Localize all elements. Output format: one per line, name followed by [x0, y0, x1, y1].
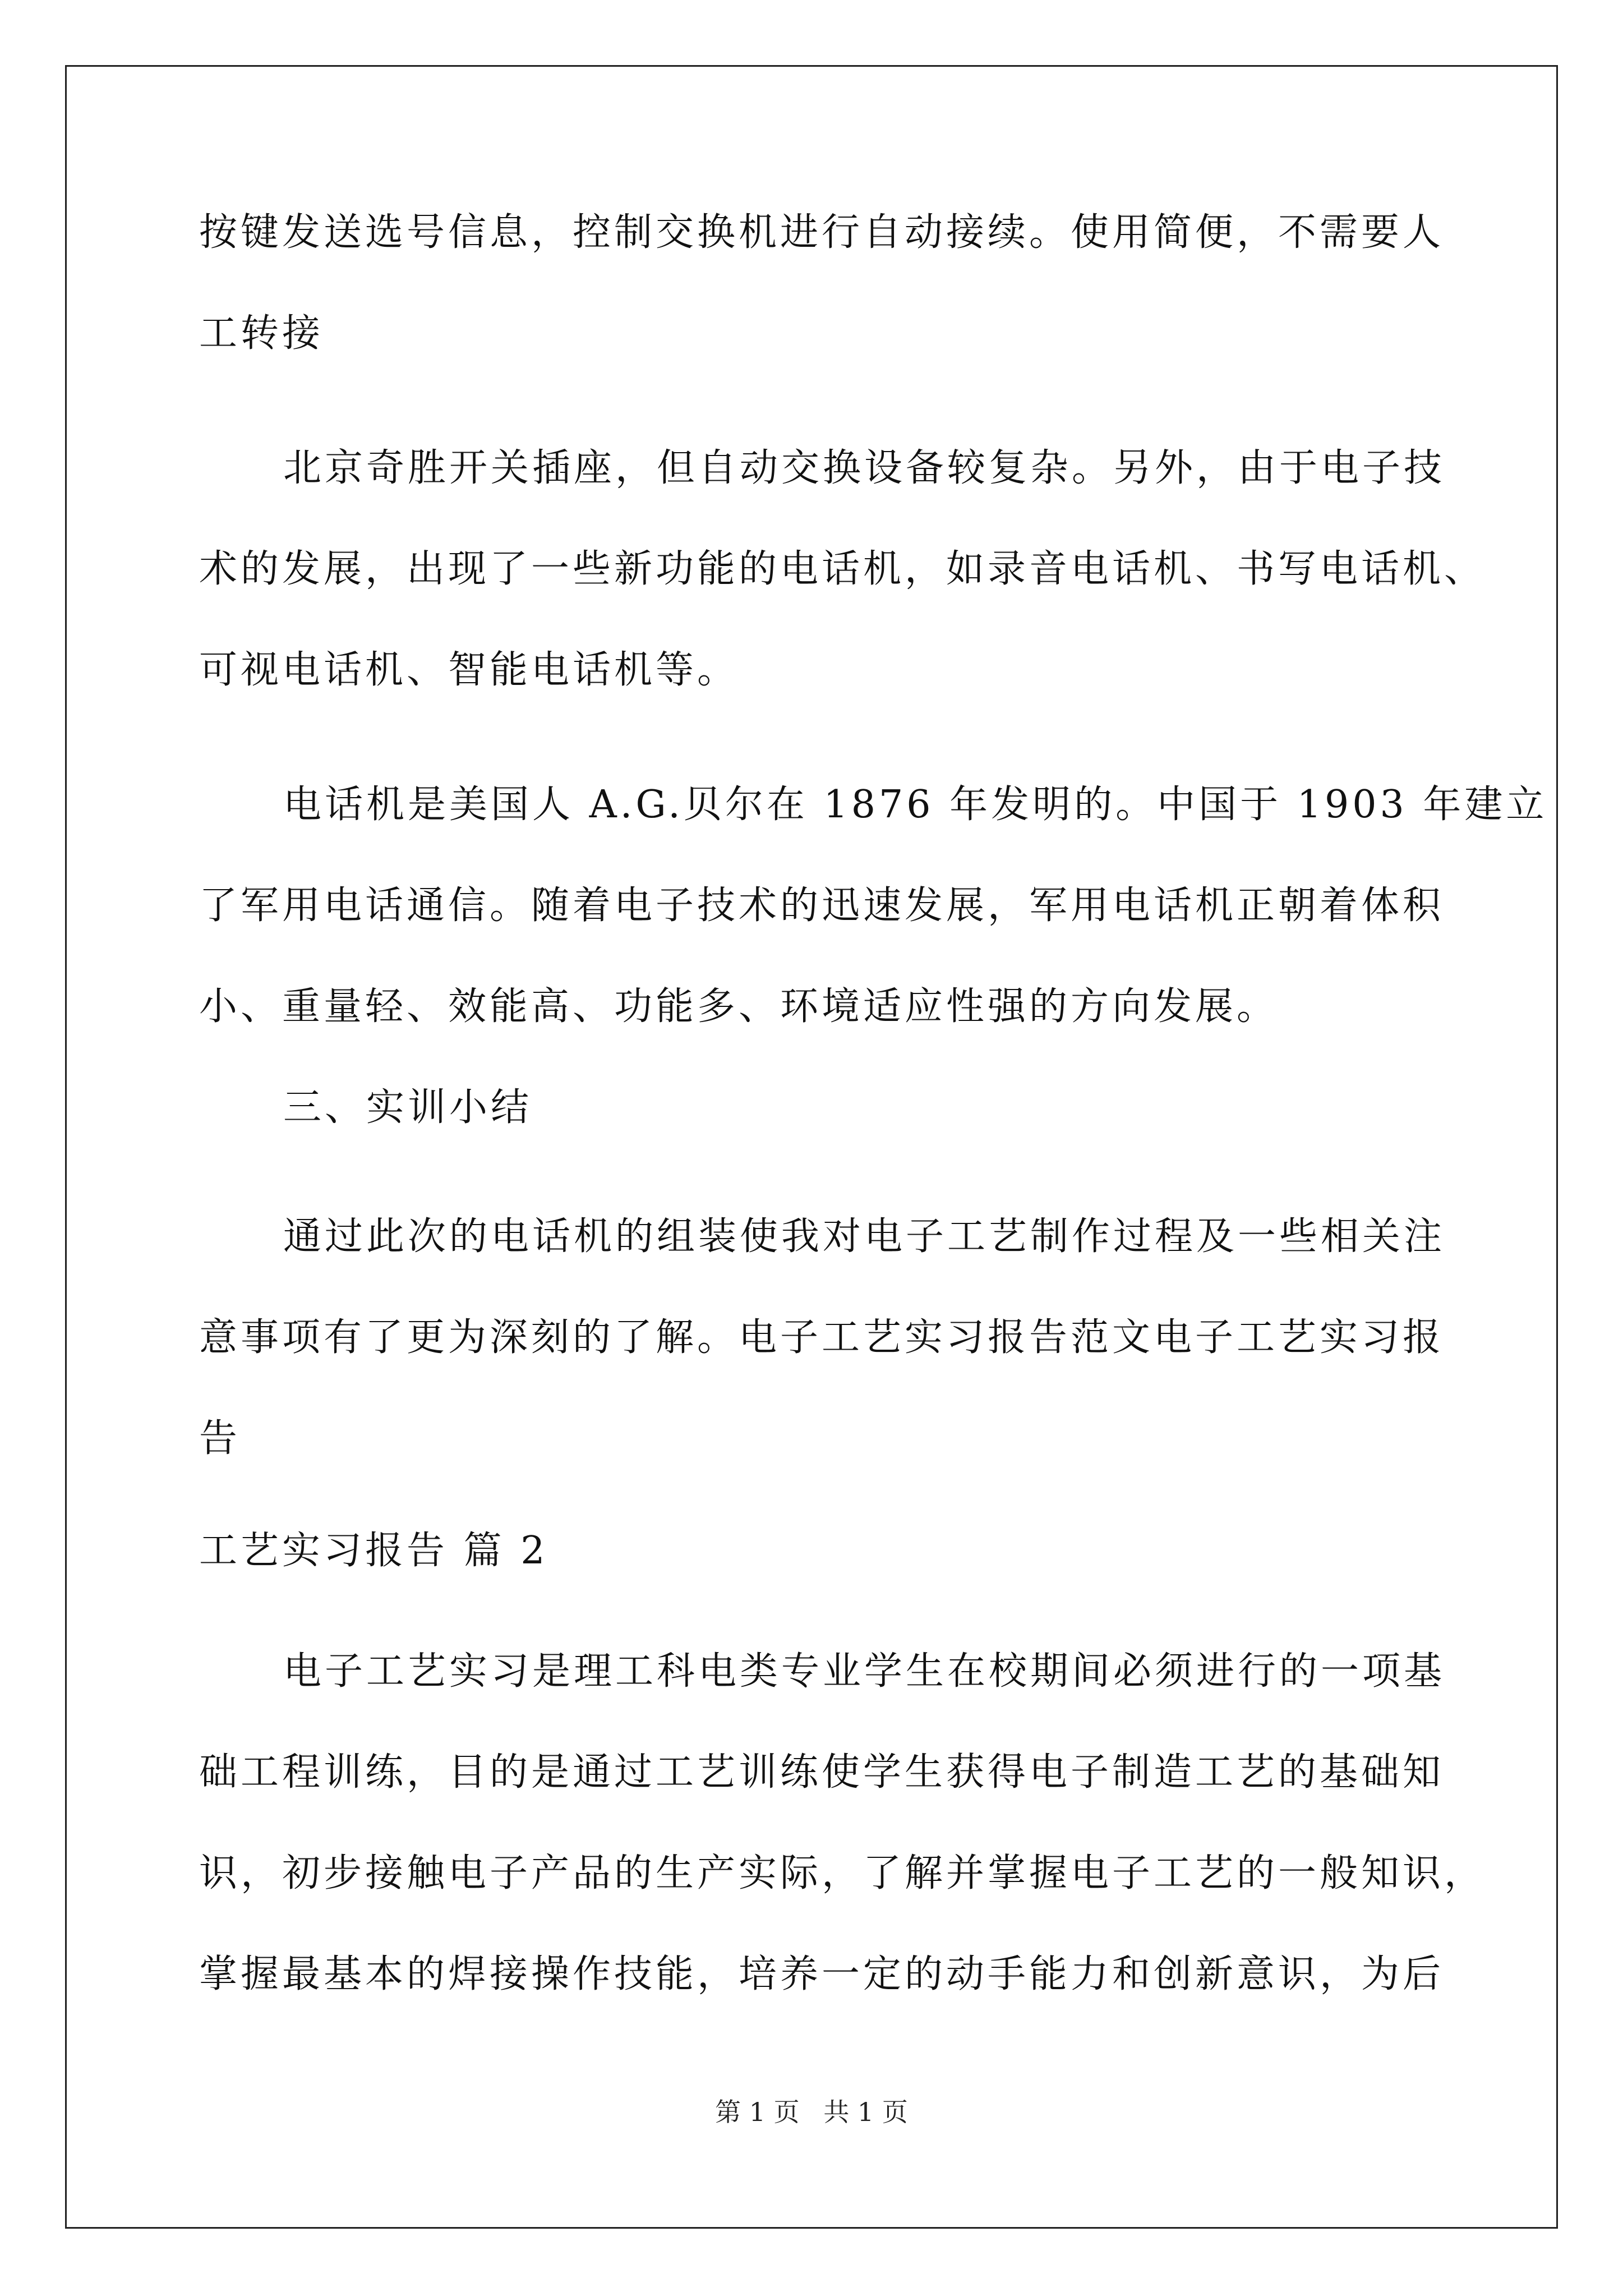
text-line: 电话机是美国人 A.G.贝尔在 1876 年发明的。中国于 1903 年建立 [283, 783, 1548, 827]
text-line: 通过此次的电话机的组装使我对电子工艺制作过程及一些相关注 [283, 1214, 1446, 1259]
text-line: 础工程训练，目的是通过工艺训练使学生获得电子制造工艺的基础知 [199, 1750, 1445, 1795]
text-line: 告 [199, 1416, 241, 1461]
page-count: 共 1 页 [823, 2097, 908, 2127]
article-heading: 工艺实习报告 篇 2 [199, 1529, 548, 1573]
text-line: 术的发展，出现了一些新功能的电话机，如录音电话机、书写电话机、 [199, 547, 1486, 591]
page-number: 第 1 页 [715, 2097, 800, 2127]
text-line: 可视电话机、智能电话机等。 [199, 648, 739, 692]
text-line: 北京奇胜开关插座，但自动交换设备较复杂。另外，由于电子技 [283, 446, 1446, 490]
text-line: 掌握最基本的焊接操作技能，培养一定的动手能力和创新意识，为后 [199, 1952, 1445, 1996]
text-line: 工转接 [199, 311, 324, 356]
section-heading: 三、实训小结 [283, 1085, 533, 1130]
text-line: 按键发送选号信息，控制交换机进行自动接续。使用简便，不需要人 [199, 210, 1445, 255]
text-line: 意事项有了更为深刻的了解。电子工艺实习报告范文电子工艺实习报 [199, 1315, 1445, 1360]
page-border [65, 65, 1558, 2229]
text-line: 识，初步接触电子产品的生产实际，了解并掌握电子工艺的一般知识， [199, 1851, 1486, 1895]
text-line: 了军用电话通信。随着电子技术的迅速发展，军用电话机正朝着体积 [199, 884, 1445, 928]
text-line: 电子工艺实习是理工科电类专业学生在校期间必须进行的一项基 [283, 1649, 1446, 1694]
text-line: 小、重量轻、效能高、功能多、环境适应性强的方向发展。 [199, 984, 1279, 1029]
page-footer [0, 2095, 1623, 2129]
